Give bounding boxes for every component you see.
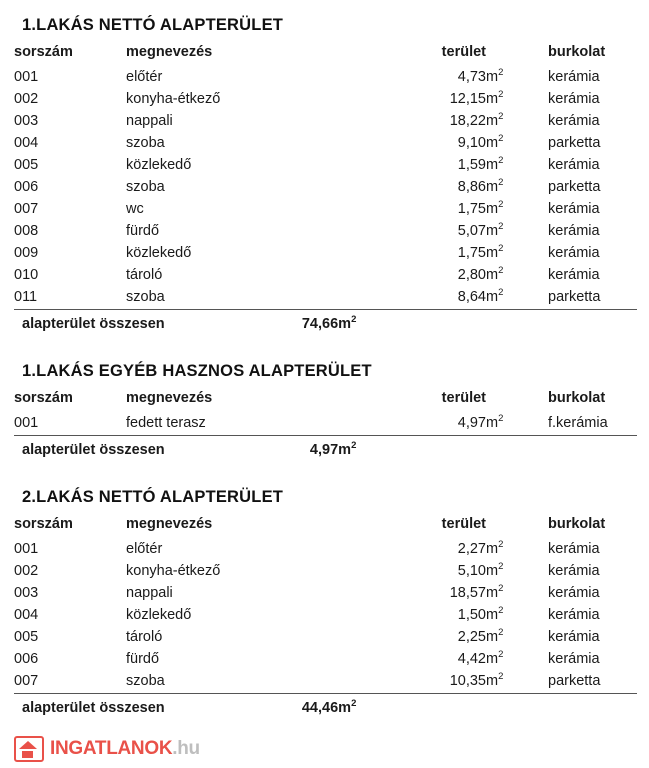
table-header xyxy=(14,387,649,412)
unit-text: m xyxy=(486,113,499,129)
cell-unit xyxy=(486,648,548,670)
cell-area: 18,57 xyxy=(449,585,486,601)
cell-no: 004 xyxy=(14,607,39,623)
unit-text: m xyxy=(486,157,499,173)
total-table xyxy=(14,436,637,462)
cell-name: szoba xyxy=(126,135,165,151)
cell-area: 2,80 xyxy=(457,267,486,283)
total-row xyxy=(14,694,637,720)
section-title: 1.LAKÁS EGYÉB HASZNOS ALAPTERÜLET xyxy=(22,362,372,380)
table-header xyxy=(14,41,649,66)
unit-exponent: 2 xyxy=(498,583,504,595)
table-body xyxy=(14,538,649,692)
cell-name: tároló xyxy=(126,267,163,283)
cell-unit xyxy=(486,132,548,154)
area-table xyxy=(14,513,649,692)
cell-area: 4,42 xyxy=(457,651,486,667)
cell-no: 005 xyxy=(14,157,39,173)
unit-exponent: 2 xyxy=(498,199,504,211)
watermark-text xyxy=(50,738,200,760)
unit-exponent: 2 xyxy=(498,627,504,639)
cell-material: parketta xyxy=(548,289,601,305)
unit-exponent: 2 xyxy=(498,671,504,683)
cell-name: előtér xyxy=(126,69,163,85)
table-row xyxy=(14,560,649,582)
table-row xyxy=(14,132,649,154)
cell-material: parketta xyxy=(548,135,601,151)
total-unit xyxy=(338,436,425,462)
unit-text: m xyxy=(486,415,499,431)
unit-text: m xyxy=(486,289,499,305)
cell-name: közlekedő xyxy=(126,157,192,173)
cell-unit xyxy=(486,88,548,110)
total-table xyxy=(14,310,637,336)
table-header xyxy=(14,513,649,538)
unit-exponent: 2 xyxy=(498,89,504,101)
cell-material: kerámia xyxy=(548,201,600,217)
total-material xyxy=(426,310,637,336)
cell-material: parketta xyxy=(548,179,601,195)
cell-area: 1,75 xyxy=(457,201,486,217)
watermark xyxy=(14,736,200,762)
unit-exponent: 2 xyxy=(351,314,357,326)
total-area: 74,66 xyxy=(301,316,339,332)
cell-area: 5,07 xyxy=(457,223,486,239)
cell-unit xyxy=(486,412,548,434)
cell-no: 003 xyxy=(14,585,39,601)
unit-text: m xyxy=(486,245,499,261)
table-row xyxy=(14,604,649,626)
unit-text: m xyxy=(338,700,352,716)
section-3 xyxy=(14,488,635,720)
section-2 xyxy=(14,362,635,462)
total-area: 44,46 xyxy=(301,700,339,716)
cell-area: 4,73 xyxy=(457,69,486,85)
cell-material: kerámia xyxy=(548,223,600,239)
total-table xyxy=(14,694,637,720)
table-row xyxy=(14,110,649,132)
unit-exponent: 2 xyxy=(498,287,504,299)
cell-material: kerámia xyxy=(548,541,600,557)
header-row xyxy=(14,513,649,538)
column-header-no: sorszám xyxy=(14,516,73,532)
section-spacer xyxy=(14,468,635,482)
unit-text: m xyxy=(486,223,499,239)
column-header-material: burkolat xyxy=(548,516,606,532)
table-body xyxy=(14,66,649,308)
total-area: 4,97 xyxy=(309,442,339,458)
cell-unit xyxy=(486,538,548,560)
section-title: 2.LAKÁS NETTÓ ALAPTERÜLET xyxy=(22,488,284,506)
cell-name: konyha-étkező xyxy=(126,91,221,107)
cell-name: fürdő xyxy=(126,223,160,239)
cell-unit xyxy=(486,286,548,308)
unit-text: m xyxy=(486,585,499,601)
column-header-name: megnevezés xyxy=(126,44,213,60)
cell-unit xyxy=(486,176,548,198)
table-row xyxy=(14,582,649,604)
unit-exponent: 2 xyxy=(498,605,504,617)
cell-no: 010 xyxy=(14,267,39,283)
unit-text: m xyxy=(486,607,499,623)
column-header-no: sorszám xyxy=(14,44,73,60)
cell-no: 008 xyxy=(14,223,39,239)
table-row xyxy=(14,242,649,264)
cell-area: 2,27 xyxy=(457,541,486,557)
cell-no: 001 xyxy=(14,415,39,431)
house-icon xyxy=(14,736,44,762)
cell-area: 10,35 xyxy=(449,673,486,689)
cell-unit xyxy=(486,110,548,132)
cell-area: 1,75 xyxy=(457,245,486,261)
cell-area: 4,97 xyxy=(457,415,486,431)
unit-text: m xyxy=(486,267,499,283)
table-row xyxy=(14,412,649,434)
total-label: alapterület összesen xyxy=(22,700,165,716)
unit-text: m xyxy=(486,69,499,85)
unit-text: m xyxy=(486,201,499,217)
unit-exponent: 2 xyxy=(498,413,504,425)
column-header-material: burkolat xyxy=(548,390,606,406)
unit-exponent: 2 xyxy=(498,133,504,145)
unit-text: m xyxy=(338,316,352,332)
unit-exponent: 2 xyxy=(498,243,504,255)
table-body xyxy=(14,412,649,434)
unit-exponent: 2 xyxy=(498,111,504,123)
table-row xyxy=(14,198,649,220)
section-1 xyxy=(14,16,635,336)
cell-material: kerámia xyxy=(548,651,600,667)
cell-material: kerámia xyxy=(548,585,600,601)
column-header-name: megnevezés xyxy=(126,390,213,406)
cell-material: f.kerámia xyxy=(548,415,608,431)
cell-no: 002 xyxy=(14,91,39,107)
unit-exponent: 2 xyxy=(498,155,504,167)
cell-name: konyha-étkező xyxy=(126,563,221,579)
cell-no: 001 xyxy=(14,541,39,557)
cell-name: szoba xyxy=(126,289,165,305)
column-header-area: terület xyxy=(441,516,486,532)
cell-area: 12,15 xyxy=(449,91,486,107)
cell-unit xyxy=(486,604,548,626)
header-row xyxy=(14,41,649,66)
cell-no: 007 xyxy=(14,201,39,217)
unit-exponent: 2 xyxy=(498,265,504,277)
total-label: alapterület összesen xyxy=(22,442,165,458)
section-title: 1.LAKÁS NETTÓ ALAPTERÜLET xyxy=(22,16,284,34)
total-row xyxy=(14,436,637,462)
column-header-area: terület xyxy=(441,44,486,60)
cell-material: kerámia xyxy=(548,91,600,107)
cell-no: 006 xyxy=(14,651,39,667)
column-header-area: terület xyxy=(441,390,486,406)
cell-area: 9,10 xyxy=(457,135,486,151)
table-row xyxy=(14,626,649,648)
unit-text: m xyxy=(486,91,499,107)
table-row xyxy=(14,264,649,286)
cell-material: kerámia xyxy=(548,157,600,173)
cell-unit xyxy=(486,242,548,264)
cell-material: kerámia xyxy=(548,629,600,645)
cell-unit xyxy=(486,670,548,692)
cell-unit xyxy=(486,154,548,176)
cell-material: kerámia xyxy=(548,267,600,283)
unit-text: m xyxy=(486,651,499,667)
total-unit xyxy=(338,310,425,336)
unit-text: m xyxy=(338,442,352,458)
table-row xyxy=(14,670,649,692)
unit-text: m xyxy=(486,541,499,557)
cell-material: kerámia xyxy=(548,69,600,85)
table-row xyxy=(14,88,649,110)
cell-no: 003 xyxy=(14,113,39,129)
cell-name: közlekedő xyxy=(126,607,192,623)
cell-no: 007 xyxy=(14,673,39,689)
cell-area: 2,25 xyxy=(457,629,486,645)
cell-name: nappali xyxy=(126,585,173,601)
cell-name: szoba xyxy=(126,179,165,195)
unit-exponent: 2 xyxy=(498,561,504,573)
cell-name: előtér xyxy=(126,541,163,557)
cell-name: szoba xyxy=(126,673,165,689)
unit-exponent: 2 xyxy=(351,698,357,710)
column-header-material: burkolat xyxy=(548,44,606,60)
area-table xyxy=(14,387,649,434)
cell-name: wc xyxy=(126,201,144,217)
cell-unit xyxy=(486,560,548,582)
column-header-unit xyxy=(486,513,548,538)
unit-exponent: 2 xyxy=(498,177,504,189)
cell-no: 009 xyxy=(14,245,39,261)
section-spacer xyxy=(14,342,635,356)
table-row xyxy=(14,538,649,560)
cell-material: kerámia xyxy=(548,607,600,623)
table-row xyxy=(14,154,649,176)
unit-text: m xyxy=(486,135,499,151)
total-row xyxy=(14,310,637,336)
column-header-no: sorszám xyxy=(14,390,73,406)
cell-area: 1,50 xyxy=(457,607,486,623)
cell-no: 006 xyxy=(14,179,39,195)
unit-text: m xyxy=(486,673,499,689)
cell-material: parketta xyxy=(548,673,601,689)
cell-name: fedett terasz xyxy=(126,415,206,431)
cell-no: 004 xyxy=(14,135,39,151)
cell-area: 5,10 xyxy=(457,563,486,579)
cell-name: nappali xyxy=(126,113,173,129)
watermark-brand: INGATLANOK xyxy=(50,738,173,759)
cell-name: fürdő xyxy=(126,651,160,667)
total-material xyxy=(426,694,637,720)
table-row xyxy=(14,648,649,670)
unit-exponent: 2 xyxy=(498,649,504,661)
cell-no: 001 xyxy=(14,69,39,85)
cell-unit xyxy=(486,626,548,648)
table-row xyxy=(14,176,649,198)
table-row xyxy=(14,220,649,242)
cell-unit xyxy=(486,264,548,286)
cell-no: 002 xyxy=(14,563,39,579)
total-material xyxy=(426,436,637,462)
cell-material: kerámia xyxy=(548,563,600,579)
cell-area: 18,22 xyxy=(449,113,486,129)
unit-text: m xyxy=(486,629,499,645)
unit-text: m xyxy=(486,563,499,579)
cell-unit xyxy=(486,220,548,242)
column-header-name: megnevezés xyxy=(126,516,213,532)
table-row xyxy=(14,66,649,88)
watermark-domain-suffix: .hu xyxy=(172,738,200,759)
table-row xyxy=(14,286,649,308)
cell-material: kerámia xyxy=(548,245,600,261)
cell-unit xyxy=(486,66,548,88)
unit-exponent: 2 xyxy=(498,67,504,79)
cell-unit xyxy=(486,198,548,220)
header-row xyxy=(14,387,649,412)
cell-area: 8,64 xyxy=(457,289,486,305)
unit-exponent: 2 xyxy=(498,221,504,233)
cell-area: 8,86 xyxy=(457,179,486,195)
unit-exponent: 2 xyxy=(351,440,357,452)
cell-no: 005 xyxy=(14,629,39,645)
cell-name: közlekedő xyxy=(126,245,192,261)
column-header-unit xyxy=(486,41,548,66)
total-label: alapterület összesen xyxy=(22,316,165,332)
cell-area: 1,59 xyxy=(457,157,486,173)
column-header-unit xyxy=(486,387,548,412)
cell-material: kerámia xyxy=(548,113,600,129)
total-unit xyxy=(338,694,425,720)
cell-name: tároló xyxy=(126,629,163,645)
cell-unit xyxy=(486,582,548,604)
area-table xyxy=(14,41,649,308)
cell-no: 011 xyxy=(14,289,38,305)
unit-text: m xyxy=(486,179,499,195)
unit-exponent: 2 xyxy=(498,539,504,551)
